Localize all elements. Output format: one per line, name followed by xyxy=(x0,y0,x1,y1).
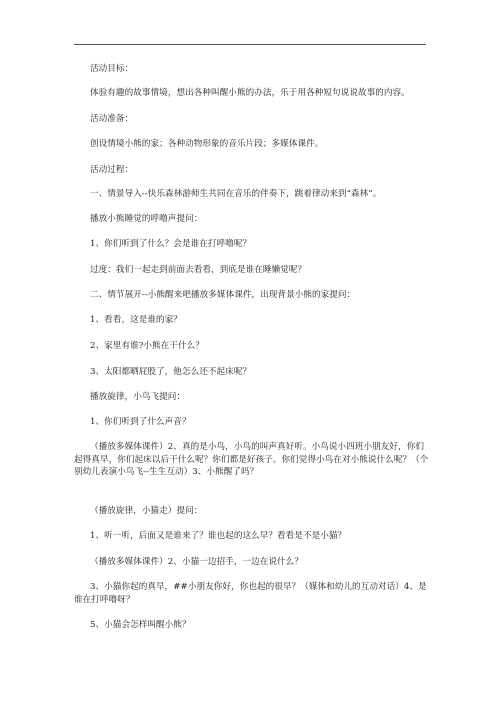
section-heading-preparation: 活动准备： xyxy=(90,114,134,124)
paragraph: 体验有趣的故事情境，想出各种叫醒小熊的办法，乐于用各种短句说说故事的内容。 xyxy=(90,88,410,98)
paragraph: 1、你们听到了什么声音？ xyxy=(90,417,191,427)
paragraph: 二、情节展开--小熊醒来吧播放多媒体课件，出现背景小熊的家提问： xyxy=(90,290,356,300)
paragraph: 3、太阳都晒屁股了，他怎么还不起床呢？ xyxy=(90,367,252,377)
paragraph: 2、家里有谁?小熊在干什么？ xyxy=(90,341,204,351)
paragraph: 1、你们听到了什么？会是谁在打呼噜呢？ xyxy=(90,239,252,249)
paragraph: 3、小猫你起的真早，##小朋友你好，你也起的很早？（媒体和幼儿的互动对话）4、是谁在打呼噜呀？ xyxy=(74,582,427,605)
paragraph: （播放多媒体课件）2、小猫一边招手，一边在说什么？ xyxy=(90,557,303,567)
paragraph: 1、听一听，后面又是谁来了？谁也起的这么早？看看是不是小猫？ xyxy=(90,531,347,541)
paragraph: 5、小猫会怎样叫醒小熊？ xyxy=(90,620,191,630)
paragraph: 创设情境小熊的家；各种动物形象的音乐片段；多媒体课件。 xyxy=(90,139,324,149)
header-rule xyxy=(74,44,426,45)
paragraph: 一、情景导入--快乐森林游师生共同在音乐的伴奏下，跳着律动来到“森林”。 xyxy=(90,189,382,199)
paragraph: 播放旋律，小鸟飞提问： xyxy=(90,392,186,402)
paragraph: （播放旋律，小猫走）提问： xyxy=(90,506,203,516)
paragraph: 播放小熊睡觉的呼噜声提问： xyxy=(90,214,203,224)
paragraph: 过度：我们一起走到前面去看看，到底是谁在睡懒觉呢？ xyxy=(90,265,307,275)
paragraph: 1、看看，这是谁的家？ xyxy=(90,315,182,325)
paragraph: （播放多媒体课件）2、真的是小鸟，小鸟的叫声真好听。小鸟说小四班小朋友好，你们起得真早，你们起床以后干什么呢？你们都是好孩子。你们觉得小鸟在对小熊说什么呢？（个别幼儿表演小鸟飞--生生互动）3、小熊醒了吗？ xyxy=(74,442,429,477)
section-heading-goals: 活动目标： xyxy=(90,64,134,74)
section-heading-process: 活动过程： xyxy=(90,165,134,175)
